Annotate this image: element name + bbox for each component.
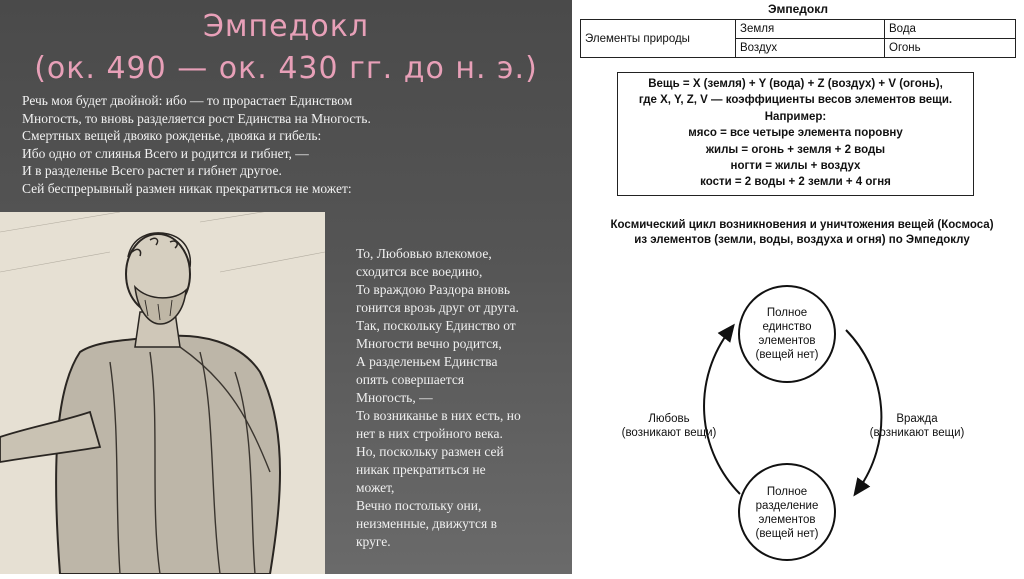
element-cell-air: Воздух bbox=[736, 39, 885, 58]
element-cell-fire: Огонь bbox=[885, 39, 1016, 58]
title-dates: (ок. 490 — ок. 430 гг. до н. э.) bbox=[34, 51, 538, 86]
formula-box bbox=[617, 72, 974, 196]
cycle-heading-line: из элементов (земли, воды, воздуха и огня) по Эмпедоклу bbox=[634, 234, 970, 246]
portrait-image bbox=[0, 212, 325, 574]
element-cell-earth: Земля bbox=[736, 20, 885, 39]
label-text: Любовь bbox=[648, 413, 690, 425]
node-text: (вещей нет) bbox=[755, 528, 819, 540]
slide-title bbox=[0, 6, 572, 90]
elements-table bbox=[580, 19, 1016, 58]
node-unity-label bbox=[737, 306, 837, 362]
node-text: Полное bbox=[766, 307, 808, 319]
node-text: элементов bbox=[758, 514, 816, 526]
poem-line: Многость, — bbox=[356, 390, 433, 405]
elements-row-label: Элементы природы bbox=[581, 20, 736, 58]
strife-label bbox=[858, 412, 976, 440]
label-text: (возникают вещи) bbox=[621, 427, 717, 439]
cycle-heading bbox=[580, 218, 1024, 248]
poem-line: Смертных вещей двояко рожденье, двояка и гибель: bbox=[22, 128, 322, 143]
elements-table-title: Эмпедокл bbox=[767, 2, 829, 16]
node-text: единство bbox=[762, 321, 812, 333]
formula-example: жилы = огонь + земля + 2 воды bbox=[705, 143, 886, 156]
poem-line: А разделеньем Единства bbox=[356, 354, 498, 369]
poem-line: опять совершается bbox=[356, 372, 465, 387]
poem-line: никак прекратиться не bbox=[356, 462, 486, 477]
formula-line: где X, Y, Z, V — коэффициенты весов элементов вещи. bbox=[638, 94, 953, 107]
poem-line: Но, поскольку размен сей bbox=[356, 444, 504, 459]
poem-right bbox=[356, 245, 556, 551]
poem-line: может, bbox=[356, 480, 395, 495]
love-label bbox=[610, 412, 728, 440]
poem-line: То возниканье в них есть, но bbox=[356, 408, 521, 423]
title-name: Эмпедокл bbox=[202, 9, 370, 44]
formula-example: кости = 2 воды + 2 земли + 4 огня bbox=[700, 176, 891, 189]
poem-line: Так, поскольку Единство от bbox=[356, 318, 516, 333]
formula-example: мясо = все четыре элемента поровну bbox=[688, 127, 903, 140]
poem-line: Сей беспрерывный размен никак прекратиться не может: bbox=[22, 180, 352, 196]
node-text: разделение bbox=[755, 500, 819, 512]
label-text: (возникают вещи) bbox=[869, 427, 965, 439]
formula-line: Вещь = X (земля) + Y (вода) + Z (воздух) + V (огонь), bbox=[648, 78, 943, 90]
node-text: (вещей нет) bbox=[755, 349, 819, 361]
node-text: Полное bbox=[766, 486, 808, 498]
poem-line: И в разделенье Всего растет и гибнет другое. bbox=[22, 163, 282, 178]
poem-line: гонится врозь друг от друга. bbox=[356, 300, 519, 315]
portrait-engraving bbox=[0, 212, 325, 574]
cycle-arrow-strife bbox=[846, 330, 881, 490]
poem-line: неизменные, движутся в bbox=[356, 516, 497, 531]
node-text: элементов bbox=[758, 335, 816, 347]
node-separation-label bbox=[737, 485, 837, 541]
poem-line: Многость, то вновь разделяется рост Единства на Многость. bbox=[22, 110, 371, 126]
formula-example: ногти = жилы + воздух bbox=[730, 160, 861, 173]
cycle-heading-line: Космический цикл возникновения и уничтожения вещей (Космоса) bbox=[610, 219, 994, 231]
poem-line: Вечно постольку они, bbox=[356, 498, 482, 513]
poem-line: Многости вечно родится, bbox=[356, 336, 502, 351]
poem-line: То, Любовью влекомое, bbox=[356, 246, 492, 261]
poem-line: То враждою Раздора вновь bbox=[356, 282, 511, 297]
element-cell-water: Вода bbox=[885, 20, 1016, 39]
poem-line: круге. bbox=[356, 534, 391, 549]
poem-top bbox=[22, 92, 542, 197]
poem-line: нет в них стройного века. bbox=[356, 426, 503, 441]
formula-example-label: Например: bbox=[764, 110, 827, 123]
poem-line: Речь моя будет двойной: ибо — то прорастает Единством bbox=[22, 93, 353, 108]
poem-line: Ибо одно от слиянья Всего и родится и гибнет, — bbox=[22, 145, 309, 161]
poem-line: сходится все воедино, bbox=[356, 264, 483, 279]
label-text: Вражда bbox=[896, 413, 938, 425]
